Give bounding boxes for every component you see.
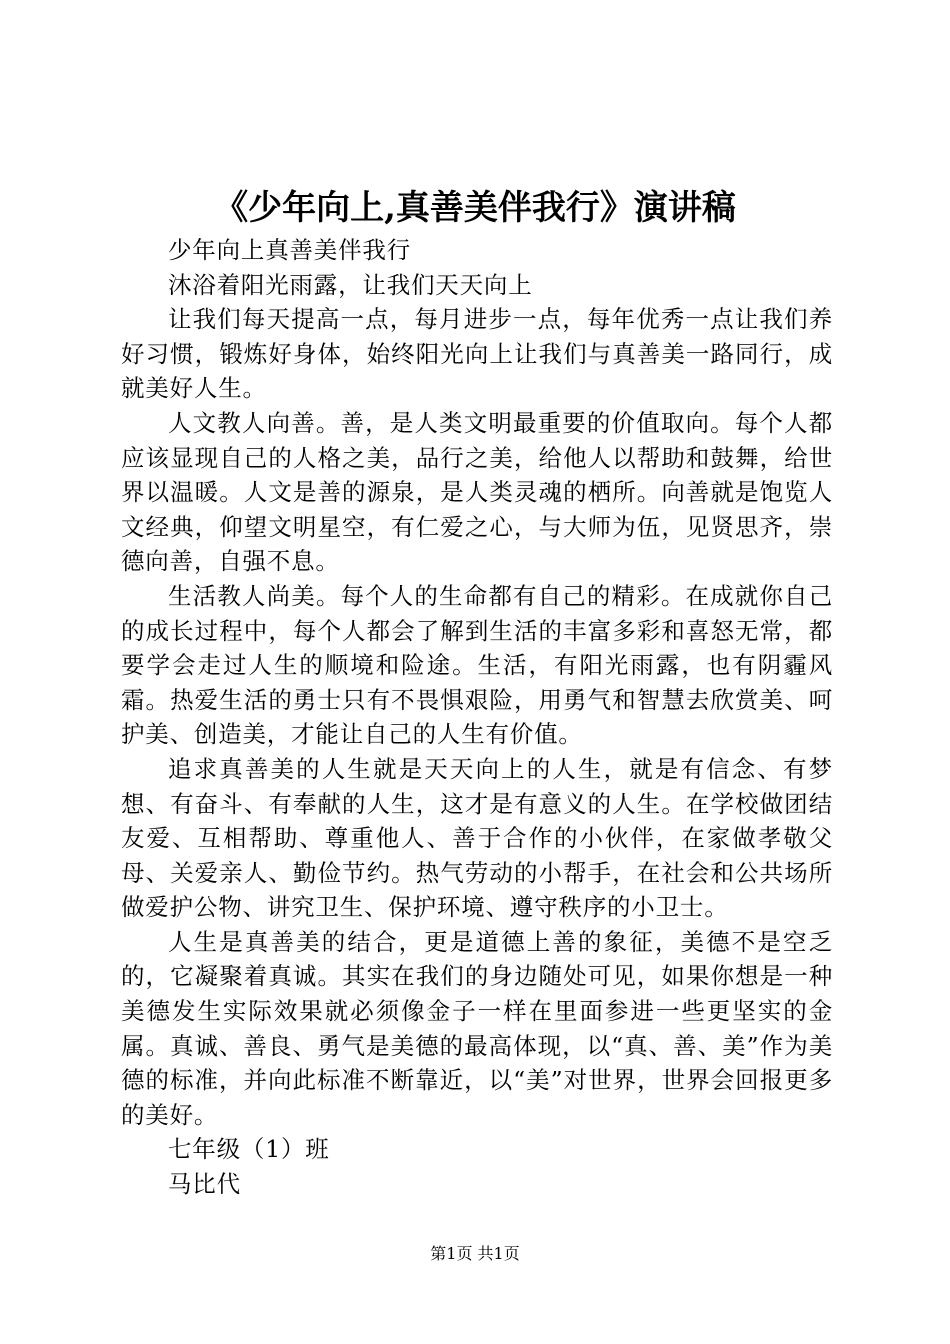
class-line: 七年级（1）班 — [168, 1135, 330, 1164]
subtitle-line: 少年向上真善美伴我行 — [168, 236, 411, 264]
author-line: 马比代 — [168, 1170, 241, 1199]
page-number-footer: 第1页 共1页 — [430, 1244, 520, 1263]
body-paragraph: 让我们每天提高一点，每月进步一点，每年优秀一点让我们养好习惯，锻炼好身体，始终阳光向上让我们与真善美一路同行，成就美好人生。 — [121, 305, 833, 403]
document-body — [121, 233, 833, 1202]
subtitle-line: 沐浴着阳光雨露，让我们天天向上 — [168, 270, 533, 299]
body-paragraph: 人文教人向善。善，是人类文明最重要的价值取向。每个人都应该显现自己的人格之美，品行之美，给他人以帮助和鼓舞，给世界以温暖。人文是善的源泉，是人类灵魂的栖所。向善就是饱览人文经典，仰望文明星空，有仁爱之心，与大师为伍，见贤思齐，崇德向善，自强不息。 — [121, 408, 833, 576]
document-title: 《少年向上,真善美伴我行》演讲稿 — [214, 188, 736, 228]
body-paragraph: 生活教人尚美。每个人的生命都有自己的精彩。在成就你自己的成长过程中，每个人都会了解到生活的丰富多彩和喜怒无常，都要学会走过人生的顺境和险途。生活，有阳光雨露，也有阴霾风霜。热爱生活的勇士只有不畏惧艰险，用勇气和智慧去欣赏美、呵护美、创造美，才能让自己的人生有价值。 — [121, 581, 833, 749]
body-paragraph: 追求真善美的人生就是天天向上的人生，就是有信念、有梦想、有奋斗、有奉献的人生，这才是有意义的人生。在学校做团结友爱、互相帮助、尊重他人、善于合作的小伙伴，在家做孝敬父母、关爱亲人、勤俭节约。热气劳动的小帮手，在社会和公共场所做爱护公物、讲究卫生、保护环境、遵守秩序的小卫士。 — [121, 754, 833, 922]
body-paragraph: 人生是真善美的结合，更是道德上善的象征，美德不是空乏的，它凝聚着真诚。其实在我们的身边随处可见，如果你想是一种美德发生实际效果就必须像金子一样在里面参进一些更坚实的金属。真诚、善良、勇气是美德的最高体现，以“真、善、美”作为美德的标准，并向此标准不断靠近，以“美”对世界，世界会回报更多的美好。 — [121, 927, 833, 1129]
